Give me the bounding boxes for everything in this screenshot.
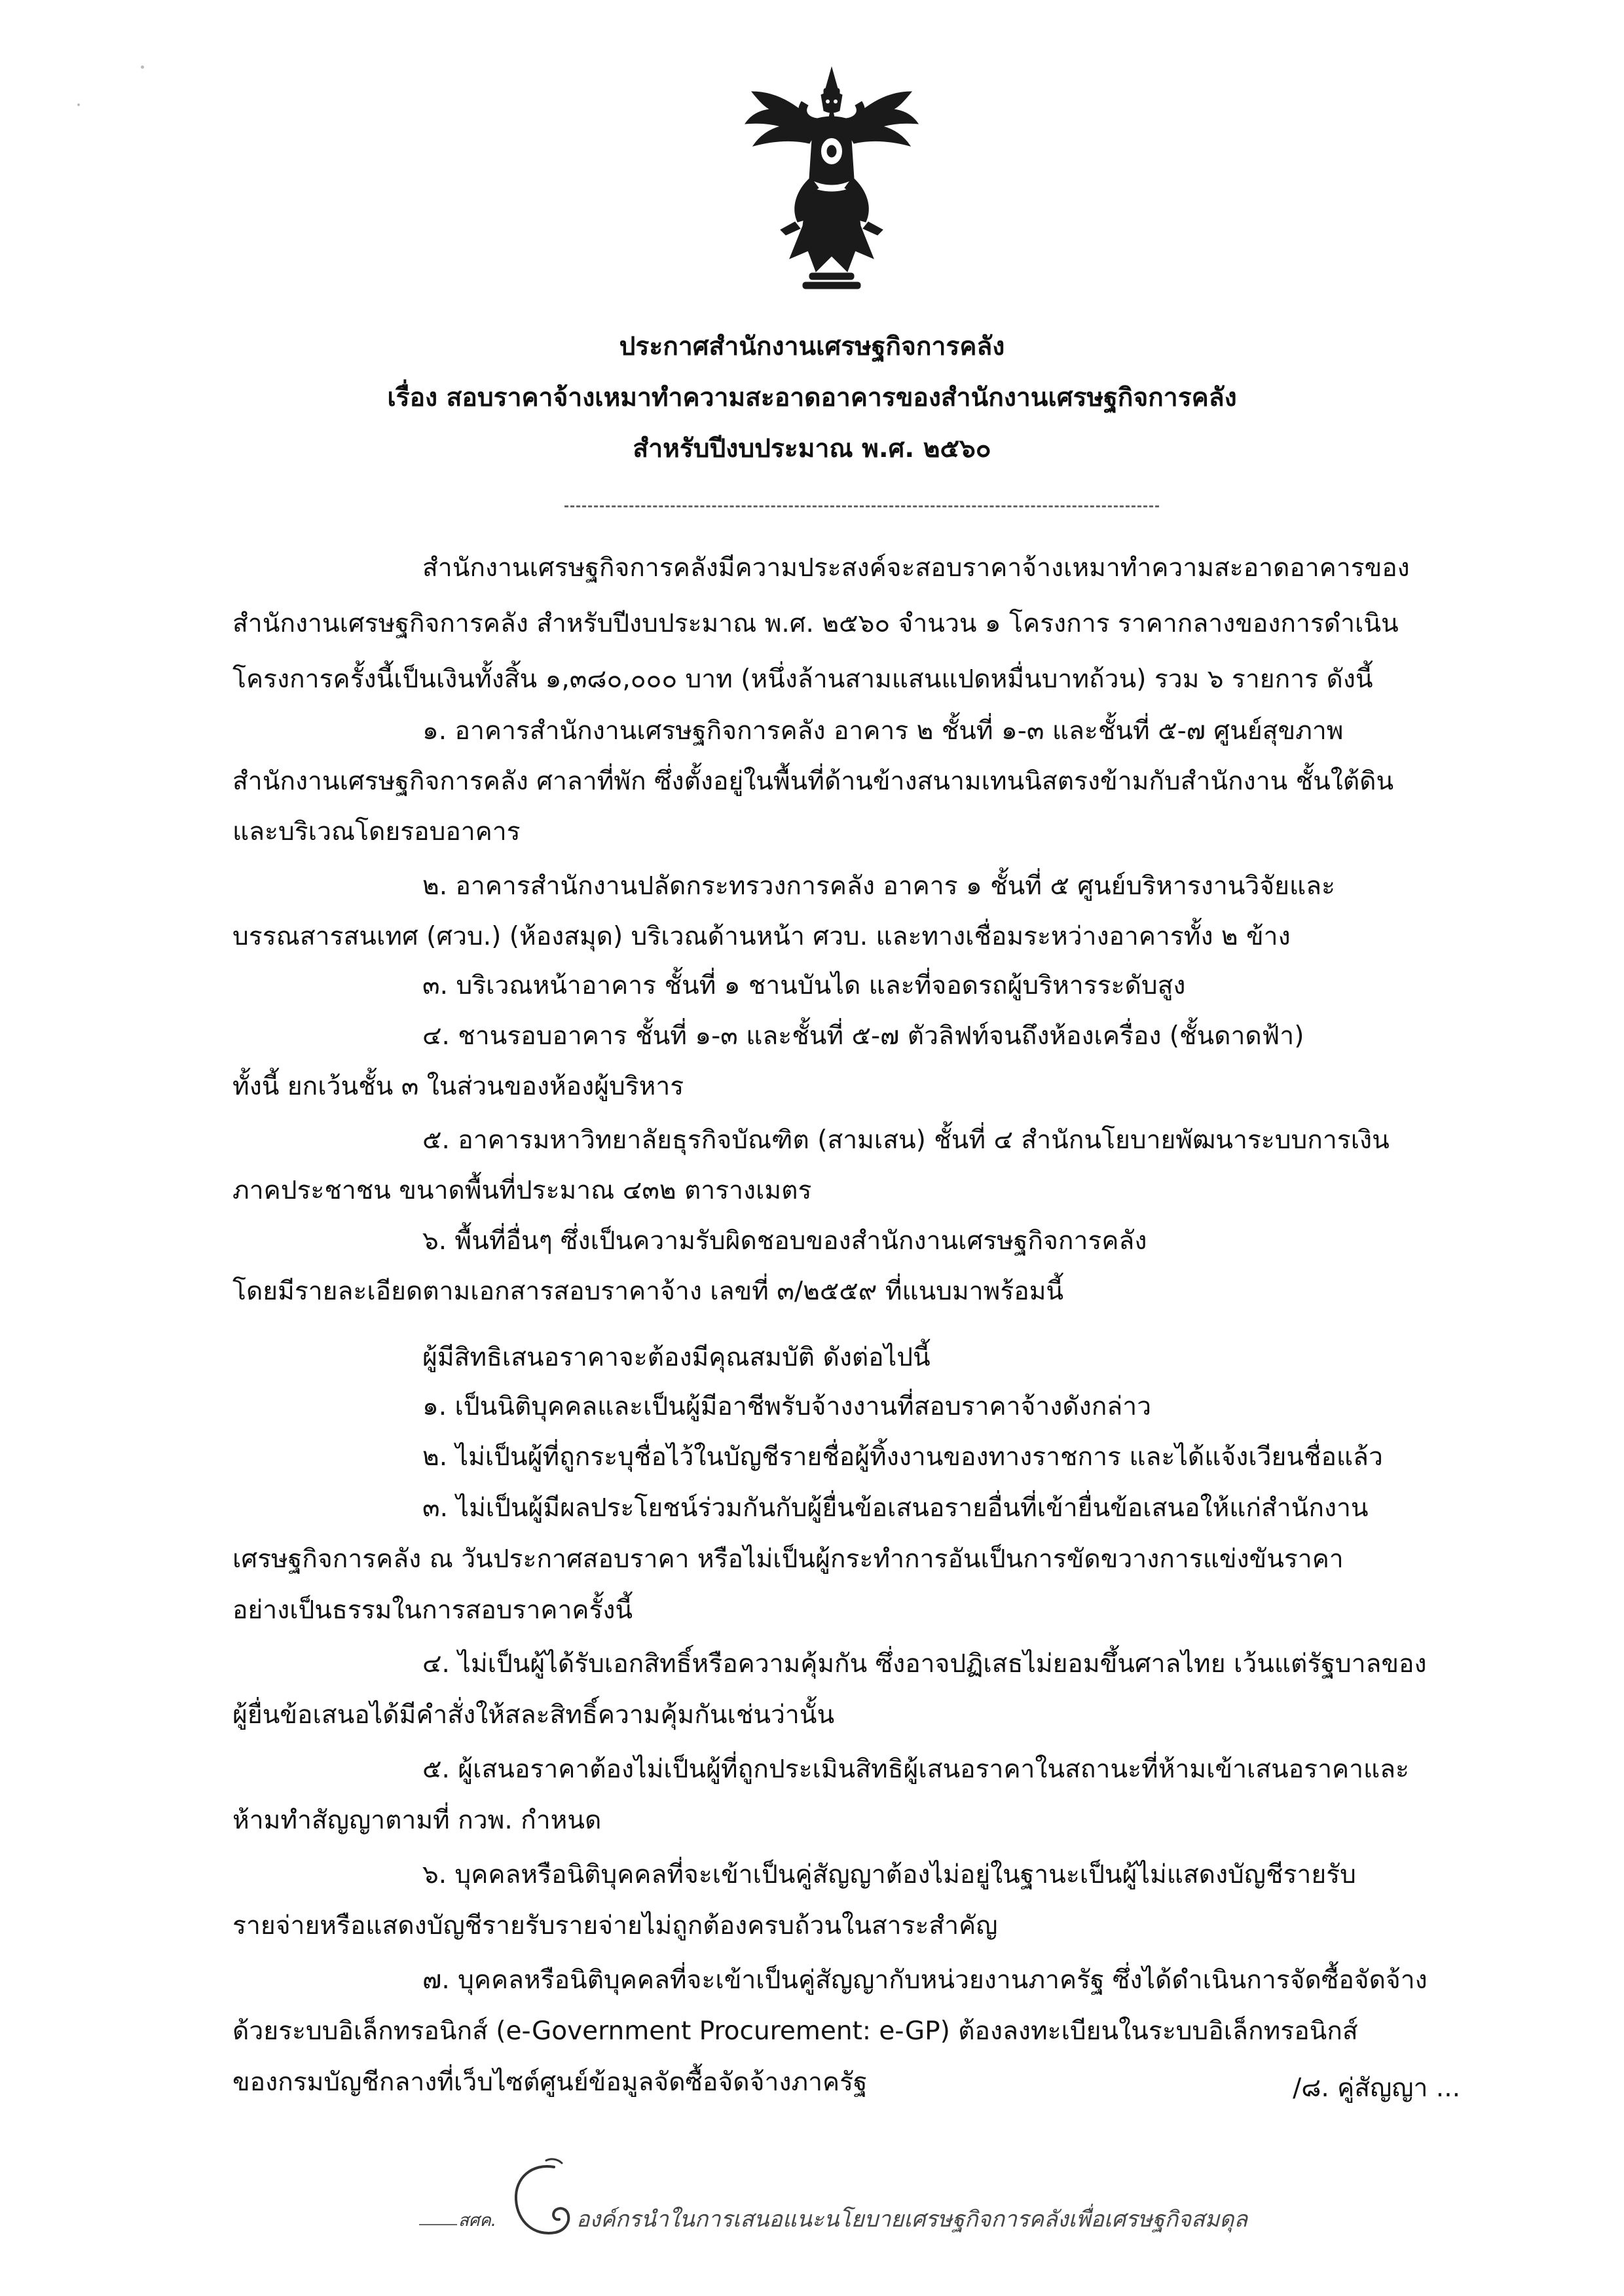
intro-line: สำนักงานเศรษฐกิจการคลังมีความประสงค์จะสอบราคาจ้างเหมาทำความสะอาดอาคารของ <box>422 553 1410 583</box>
qualification-line: ๕. ผู้เสนอราคาต้องไม่เป็นผู้ที่ถูกประเมินสิทธิผู้เสนอราคาในสถานะที่ห้ามเข้าเสนอราคาและ <box>422 1755 1410 1784</box>
qualification-line: ห้ามทำสัญญาตามที่ กวพ. กำหนด <box>232 1806 602 1835</box>
intro-line: สำนักงานเศรษฐกิจการคลัง สำหรับปีงบประมาณ พ.ศ. ๒๕๖๐ จำนวน ๑ โครงการ ราคากลางของการดำเนิน <box>232 609 1399 638</box>
qualifications-heading: ผู้มีสิทธิเสนอราคาจะต้องมีคุณสมบัติ ดังต่อไปนี้ <box>422 1343 931 1372</box>
footer-slogan: องค์กรนำในการเสนอแนะนโยบายเศรษฐกิจการคลังเพื่อเศรษฐกิจสมดุล <box>576 2206 1248 2232</box>
qualification-line: เศรษฐกิจการคลัง ณ วันประกาศสอบราคา หรือไม่เป็นผู้กระทำการอันเป็นการขัดขวางการแข่งขันราคา <box>232 1544 1344 1574</box>
qualification-line: อย่างเป็นธรรมในการสอบราคาครั้งนี้ <box>232 1595 633 1625</box>
list-item-line: ๕. อาคารมหาวิทยาลัยธุรกิจบัณฑิต (สามเสน) ชั้นที่ ๔ สำนักนโยบายพัฒนาระบบการเงิน <box>422 1125 1390 1155</box>
announcement-title: ประกาศสำนักงานเศรษฐกิจการคลัง <box>619 332 1005 361</box>
list-item-line: ๖. พื้นที่อื่นๆ ซึ่งเป็นความรับผิดชอบของสำนักงานเศรษฐกิจการคลัง <box>422 1226 1147 1256</box>
qualification-line: ๑. เป็นนิติบุคคลและเป็นผู้มีอาชีพรับจ้างงานที่สอบราคาจ้างดังกล่าว <box>422 1392 1152 1421</box>
qualification-line: ๔. ไม่เป็นผู้ได้รับเอกสิทธิ์หรือความคุ้มกัน ซึ่งอาจปฏิเสธไม่ยอมขึ้นศาลไทย เว้นแต่รัฐบาลของ <box>422 1649 1427 1679</box>
list-item-line: และบริเวณโดยรอบอาคาร <box>232 817 521 847</box>
list-item-line: ๔. ชานรอบอาคาร ชั้นที่ ๑-๓ และชั้นที่ ๕-๗ ตัวลิฟท์จนถึงห้องเครื่อง (ชั้นดาดฟ้า) <box>422 1021 1304 1051</box>
list-item-line: โดยมีรายละเอียดตามเอกสารสอบราคาจ้าง เลขที่ ๓/๒๕๕๙ ที่แนบมาพร้อมนี้ <box>232 1277 1064 1306</box>
qualification-line: ๖. บุคคลหรือนิติบุคคลที่จะเข้าเป็นคู่สัญญาต้องไม่อยู่ในฐานะเป็นผู้ไม่แสดงบัญชีรายรับ <box>422 1860 1356 1889</box>
intro-line: โครงการครั้งนี้เป็นเงินทั้งสิ้น ๑,๓๘๐,๐๐๐ บาท (หนึ่งล้านสามแสนแปดหมื่นบาทถ้วน) รวม ๖ รายการ ดังนี้ <box>232 665 1373 694</box>
list-item-line: ทั้งนี้ ยกเว้นชั้น ๓ ในส่วนของห้องผู้บริหาร <box>232 1072 684 1101</box>
list-item-line: สำนักงานเศรษฐกิจการคลัง ศาลาที่พัก ซึ่งตั้งอยู่ในพื้นที่ด้านข้างสนามเทนนิสตรงข้ามกับสำนักงาน ชั้นใต้ดิน <box>232 767 1394 796</box>
announcement-subject: เรื่อง สอบราคาจ้างเหมาทำความสะอาดอาคารของสำนักงานเศรษฐกิจการคลัง <box>387 383 1237 412</box>
scan-speck <box>141 65 144 69</box>
qualification-line: ด้วยระบบอิเล็กทรอนิกส์ (e-Government Procurement: e-GP) ต้องลงทะเบียนในระบบอิเล็กทรอนิกส์ <box>232 2016 1358 2046</box>
list-item-line: ๓. บริเวณหน้าอาคาร ชั้นที่ ๑ ชานบันได และที่จอดรถผู้บริหารระดับสูง <box>422 971 1186 1000</box>
scan-speck <box>77 103 80 106</box>
qualification-line: ๓. ไม่เป็นผู้มีผลประโยชน์ร่วมกันกับผู้ยื่นข้อเสนอรายอื่นที่เข้ายื่นข้อเสนอให้แก่สำนักงาน <box>422 1493 1369 1523</box>
list-item-line: ๒. อาคารสำนักงานปลัดกระทรวงการคลัง อาคาร ๑ ชั้นที่ ๕ ศูนย์บริหารงานวิจัยและ <box>422 871 1335 901</box>
qualification-line: รายจ่ายหรือแสดงบัญชีรายรับรายจ่ายไม่ถูกต้องครบถ้วนในสาระสำคัญ <box>232 1911 998 1941</box>
page-continuation-note: /๘. คู่สัญญา ... <box>1293 2073 1460 2103</box>
footer-logo-text: สศค. <box>458 2211 497 2231</box>
fpo-logo-icon <box>418 2154 575 2246</box>
list-item-line: บรรณสารสนเทศ (ศวบ.) (ห้องสมุด) บริเวณด้านหน้า ศวบ. และทางเชื่อมระหว่างอาคารทั้ง ๒ ข้าง <box>232 922 1291 951</box>
title-separator <box>564 505 1159 507</box>
garuda-emblem-icon <box>740 62 923 298</box>
qualification-line: ของกรมบัญชีกลางที่เว็บไซต์ศูนย์ข้อมูลจัดซื้อจัดจ้างภาครัฐ <box>232 2068 868 2097</box>
list-item-line: ภาคประชาชน ขนาดพื้นที่ประมาณ ๔๓๒ ตารางเมตร <box>232 1176 812 1205</box>
list-item-line: ๑. อาคารสำนักงานเศรษฐกิจการคลัง อาคาร ๒ ชั้นที่ ๑-๓ และชั้นที่ ๕-๗ ศูนย์สุขภาพ <box>422 716 1344 746</box>
qualification-line: ๒. ไม่เป็นผู้ที่ถูกระบุชื่อไว้ในบัญชีรายชื่อผู้ทิ้งงานของทางราชการ และได้แจ้งเวียนชื่อแล้ว <box>422 1442 1383 1472</box>
qualification-line: ผู้ยื่นข้อเสนอได้มีคำสั่งให้สละสิทธิ์ความคุ้มกันเช่นว่านั้น <box>232 1700 835 1730</box>
fiscal-year-line: สำหรับปีงบประมาณ พ.ศ. ๒๕๖๐ <box>633 434 991 464</box>
qualification-line: ๗. บุคคลหรือนิติบุคคลที่จะเข้าเป็นคู่สัญญากับหน่วยงานภาครัฐ ซึ่งได้ดำเนินการจัดซื้อจัดจ้าง <box>422 1965 1428 1995</box>
